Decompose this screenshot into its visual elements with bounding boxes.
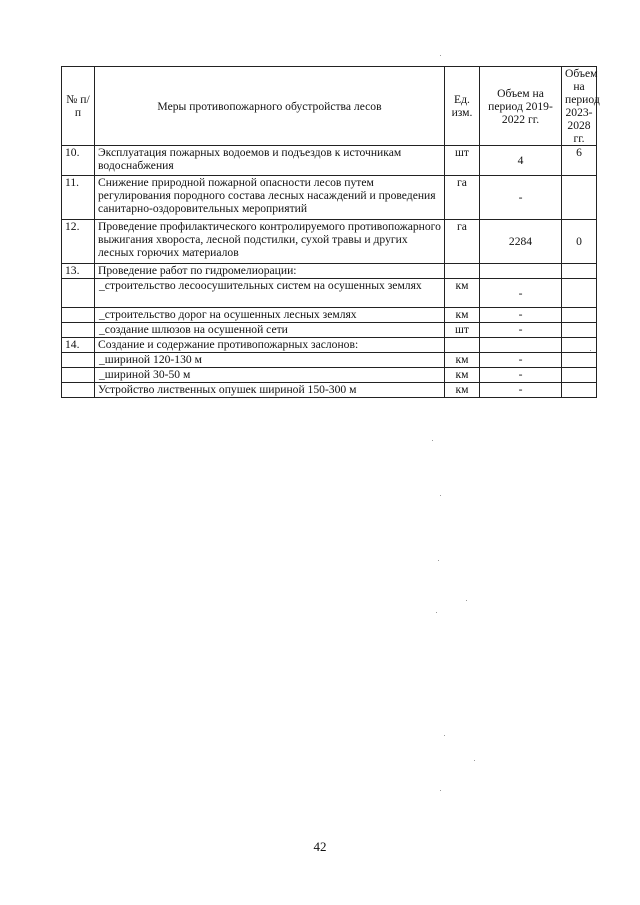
row-volume-2023-2028 [562,308,597,323]
row-unit [445,338,480,353]
row-number [62,353,95,368]
row-measure: Проведение профилактического контролируемого противопожарного выжигания хвороста, лесной подстилки, сухой травы и других лесных горючих материалов [95,220,445,264]
row-unit: шт [445,146,480,176]
row-measure: _шириной 30-50 м [95,368,445,383]
fire-measures-table [61,66,600,398]
scan-speck [436,612,437,613]
row-volume-2019-2022: - [480,383,562,398]
page-number: 42 [313,839,327,854]
scan-speck [440,495,441,496]
row-volume-2019-2022 [480,264,562,279]
scan-speck [440,790,441,791]
row-volume-2019-2022: - [480,308,562,323]
row-number [62,308,95,323]
header-measure: Меры противопожарного обустройства лесов [95,67,445,146]
scan-speck [438,560,439,561]
row-unit: шт [445,323,480,338]
header-unit: Ед. изм. [445,67,480,146]
row-measure: Создание и содержание противопожарных заслонов: [95,338,445,353]
row-volume-2019-2022: 4 [480,146,562,176]
table-row [62,279,597,308]
header-num: № п/п [62,67,95,146]
row-measure: Устройство лиственных опушек шириной 150-300 м [95,383,445,398]
row-volume-2019-2022: 2284 [480,220,562,264]
row-unit: км [445,383,480,398]
row-number [62,323,95,338]
row-volume-2023-2028 [562,368,597,383]
row-measure: Проведение работ по гидромелиорации: [95,264,445,279]
row-unit: га [445,220,480,264]
row-unit: км [445,279,480,308]
scan-speck [444,735,445,736]
scan-speck [590,350,591,351]
row-measure: Снижение природной пожарной опасности лесов путем регулирования породного состава лесных насаждений и проведения санитарно-оздоровительных мероприятий [95,176,445,220]
table-row [62,176,597,220]
table-row [62,353,597,368]
row-volume-2023-2028: 0 [562,220,597,264]
row-volume-2019-2022: - [480,279,562,308]
row-volume-2023-2028: 6 [562,146,597,176]
scan-speck [466,600,467,601]
row-number: 13. [62,264,95,279]
scan-speck [474,760,475,761]
row-number: 14. [62,338,95,353]
row-number: 11. [62,176,95,220]
row-unit [445,264,480,279]
table-row [62,308,597,323]
row-volume-2023-2028 [562,176,597,220]
table-row [62,146,597,176]
row-measure: Эксплуатация пожарных водоемов и подъездов к источникам водоснабжения [95,146,445,176]
row-number: 10. [62,146,95,176]
row-volume-2019-2022: - [480,323,562,338]
header-volume-2023-2028: Объем на период 2023-2028 гг. [562,67,597,146]
row-volume-2023-2028 [562,338,597,353]
row-volume-2023-2028 [562,323,597,338]
row-unit: га [445,176,480,220]
table-row [62,323,597,338]
row-measure: _шириной 120-130 м [95,353,445,368]
row-volume-2023-2028 [562,353,597,368]
table-row [62,368,597,383]
row-volume-2019-2022: - [480,353,562,368]
scan-speck [432,440,433,441]
row-measure: _строительство лесоосушительных систем на осушенных землях [95,279,445,308]
scan-speck [440,55,441,56]
table-row [62,383,597,398]
table-row [62,264,597,279]
row-unit: км [445,308,480,323]
table-row [62,220,597,264]
row-volume-2019-2022 [480,338,562,353]
row-measure: _строительство дорог на осушенных лесных землях [95,308,445,323]
row-number [62,279,95,308]
row-number [62,383,95,398]
row-volume-2023-2028 [562,264,597,279]
row-volume-2023-2028 [562,279,597,308]
row-volume-2023-2028 [562,383,597,398]
row-measure: _создание шлюзов на осушенной сети [95,323,445,338]
row-volume-2019-2022: - [480,176,562,220]
row-number: 12. [62,220,95,264]
row-volume-2019-2022: - [480,368,562,383]
header-volume-2019-2022: Объем на период 2019-2022 гг. [480,67,562,146]
row-unit: км [445,353,480,368]
row-unit: км [445,368,480,383]
table-row [62,338,597,353]
row-number [62,368,95,383]
